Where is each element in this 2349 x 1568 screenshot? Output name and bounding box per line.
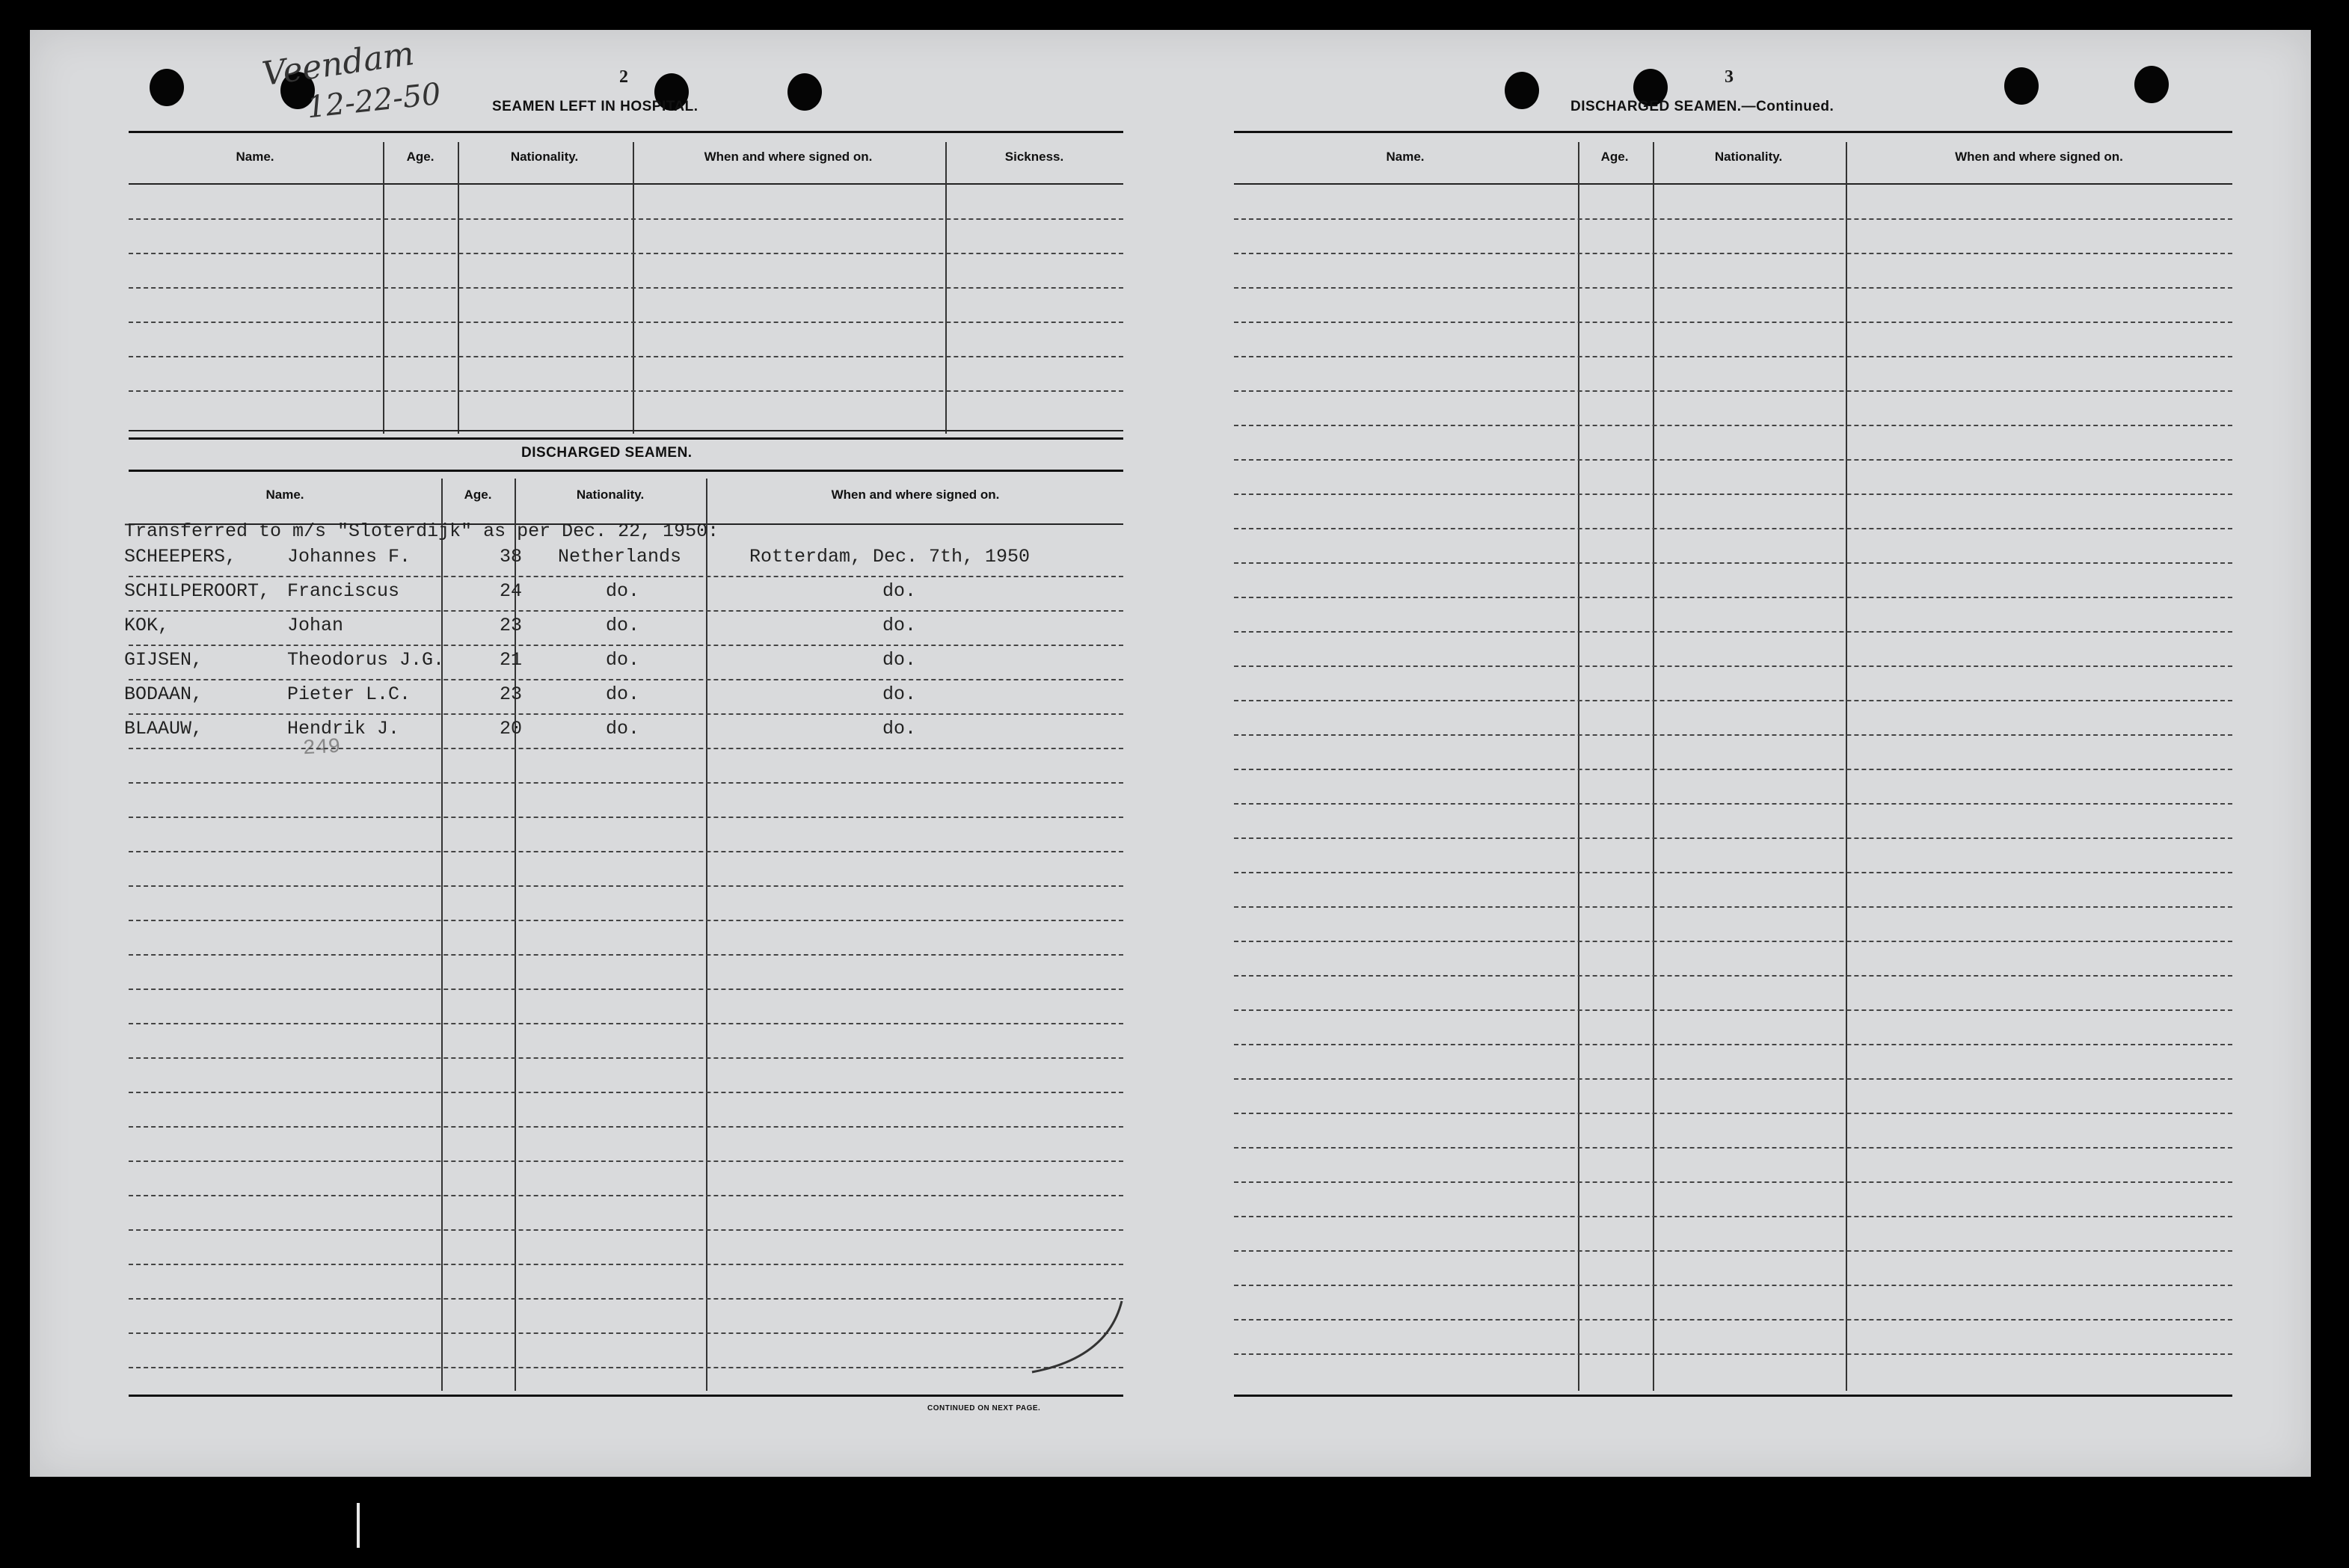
ruled-line bbox=[129, 1057, 1123, 1059]
handwritten-date: 12-22-50 bbox=[305, 76, 443, 126]
handwritten-ship-name: Veendam bbox=[260, 34, 417, 93]
ruled-line bbox=[1234, 1078, 2232, 1080]
cell-given: Johannes F. bbox=[287, 546, 411, 568]
cell-given: Theodorus J.G. bbox=[287, 649, 445, 671]
right-page bbox=[1226, 30, 2273, 1436]
ruled-line bbox=[1234, 1181, 2232, 1183]
cell-signed-on: do. bbox=[882, 580, 917, 602]
ruled-line bbox=[129, 1264, 1123, 1265]
ruled-line bbox=[1234, 1216, 2232, 1217]
cell-age: 23 bbox=[500, 615, 523, 636]
ruled-line bbox=[129, 1092, 1123, 1093]
ruled-line bbox=[1234, 253, 2232, 254]
col-name: Name. bbox=[265, 488, 304, 502]
cell-surname: GIJSEN, bbox=[124, 649, 203, 671]
cell-nationality: do. bbox=[606, 683, 640, 705]
ruled-line bbox=[1234, 975, 2232, 977]
cell-age: 20 bbox=[500, 718, 523, 740]
ruled-line bbox=[1234, 597, 2232, 598]
cell-signed-on: Rotterdam, Dec. 7th, 1950 bbox=[749, 546, 1031, 568]
ruled-line bbox=[129, 1023, 1123, 1024]
cell-age: 21 bbox=[500, 649, 523, 671]
cell-surname: BLAAUW, bbox=[124, 718, 203, 740]
ruled-line bbox=[129, 713, 1123, 715]
cell-given: Pieter L.C. bbox=[287, 683, 411, 705]
ruled-line bbox=[1234, 1285, 2232, 1286]
ruled-line bbox=[1234, 803, 2232, 805]
ruled-line bbox=[129, 1160, 1123, 1162]
col-sickness: Sickness. bbox=[1004, 150, 1064, 164]
ruled-line bbox=[1234, 941, 2232, 942]
discharged-continued-title: DISCHARGED SEAMEN.—Continued. bbox=[1570, 99, 1834, 114]
ruled-line bbox=[1234, 218, 2232, 220]
discharged-section-title: DISCHARGED SEAMEN. bbox=[521, 445, 693, 461]
ruled-line bbox=[1234, 390, 2232, 392]
continued-note: CONTINUED ON NEXT PAGE. bbox=[927, 1404, 1041, 1412]
col-nationality: Nationality. bbox=[576, 488, 645, 502]
cell-nationality: do. bbox=[606, 718, 640, 740]
ruled-line bbox=[129, 885, 1123, 887]
cell-nationality: Netherlands bbox=[558, 546, 682, 568]
ruled-line bbox=[1234, 459, 2232, 461]
ruled-line bbox=[129, 679, 1123, 680]
ruled-line bbox=[1234, 356, 2232, 357]
cell-signed-on: do. bbox=[882, 718, 917, 740]
ruled-line bbox=[1234, 287, 2232, 289]
ruled-line bbox=[129, 1367, 1123, 1368]
cell-nationality: do. bbox=[606, 615, 640, 636]
ruled-line bbox=[1234, 425, 2232, 426]
cell-surname: SCHEEPERS, bbox=[124, 546, 237, 568]
cell-signed-on: do. bbox=[882, 683, 917, 705]
ruled-line bbox=[1234, 906, 2232, 908]
cell-given: Franciscus bbox=[287, 580, 400, 602]
ruled-line bbox=[129, 1126, 1123, 1128]
ruled-line bbox=[1234, 1353, 2232, 1355]
ruled-line bbox=[129, 954, 1123, 956]
ruled-line bbox=[1234, 562, 2232, 564]
document-sheet bbox=[30, 30, 2311, 1477]
ruled-line bbox=[1234, 700, 2232, 701]
cell-given: Johan bbox=[287, 615, 344, 636]
ruled-line bbox=[129, 748, 1123, 749]
col-signed-on: When and where signed on. bbox=[704, 150, 873, 164]
ruled-line bbox=[129, 851, 1123, 852]
cell-age: 38 bbox=[500, 546, 523, 568]
ruled-line bbox=[1234, 1250, 2232, 1252]
ruled-line bbox=[1234, 1009, 2232, 1011]
hospital-section-title: SEAMEN LEFT IN HOSPITAL. bbox=[492, 99, 698, 114]
ruled-line bbox=[129, 1229, 1123, 1231]
ruled-line bbox=[129, 1332, 1123, 1334]
ruled-line bbox=[129, 645, 1123, 646]
col-age: Age. bbox=[406, 150, 435, 164]
cell-given: Hendrik J. bbox=[287, 718, 400, 740]
ruled-line bbox=[1234, 837, 2232, 839]
ruled-line bbox=[1234, 872, 2232, 873]
ruled-line bbox=[1234, 1147, 2232, 1149]
col-nationality: Nationality. bbox=[1714, 150, 1783, 164]
cell-age: 24 bbox=[500, 580, 523, 602]
cell-signed-on: do. bbox=[882, 615, 917, 636]
page-number: 3 bbox=[1725, 67, 1734, 87]
page-number: 2 bbox=[619, 67, 628, 87]
ruled-line bbox=[129, 817, 1123, 818]
cell-nationality: do. bbox=[606, 649, 640, 671]
cell-age: 23 bbox=[500, 683, 523, 705]
faded-stamp: 249 bbox=[302, 735, 342, 761]
left-page bbox=[97, 30, 1122, 1436]
col-name: Name. bbox=[236, 150, 274, 164]
pen-stroke-mark bbox=[1025, 1294, 1144, 1383]
cell-surname: SCHILPEROORT, bbox=[124, 580, 271, 602]
ruled-line bbox=[1234, 665, 2232, 667]
col-age: Age. bbox=[1600, 150, 1629, 164]
ruled-line bbox=[1234, 528, 2232, 529]
ruled-line bbox=[1234, 1319, 2232, 1320]
ruled-line bbox=[1234, 769, 2232, 770]
ruled-line bbox=[129, 1298, 1123, 1300]
ruled-line bbox=[129, 576, 1123, 577]
cell-signed-on: do. bbox=[882, 649, 917, 671]
cell-surname: KOK, bbox=[124, 615, 170, 636]
ruled-line bbox=[129, 1195, 1123, 1196]
col-nationality: Nationality. bbox=[510, 150, 579, 164]
transfer-note: Transferred to m/s "Sloterdijk" as per Dec. 22, 1950: bbox=[124, 520, 719, 542]
cell-nationality: do. bbox=[606, 580, 640, 602]
ruled-line bbox=[1234, 494, 2232, 495]
cell-surname: BODAAN, bbox=[124, 683, 203, 705]
ruled-line bbox=[129, 920, 1123, 921]
col-signed-on: When and where signed on. bbox=[831, 488, 1000, 502]
ruled-line bbox=[129, 989, 1123, 990]
ruled-line bbox=[1234, 1113, 2232, 1114]
ruled-line bbox=[1234, 631, 2232, 633]
ruled-line bbox=[1234, 734, 2232, 736]
ruled-line bbox=[1234, 322, 2232, 323]
ruled-line bbox=[1234, 1044, 2232, 1045]
col-age: Age. bbox=[464, 488, 492, 502]
ruled-line bbox=[129, 610, 1123, 612]
ruled-line bbox=[129, 782, 1123, 784]
col-signed-on: When and where signed on. bbox=[1955, 150, 2123, 164]
col-name: Name. bbox=[1386, 150, 1425, 164]
